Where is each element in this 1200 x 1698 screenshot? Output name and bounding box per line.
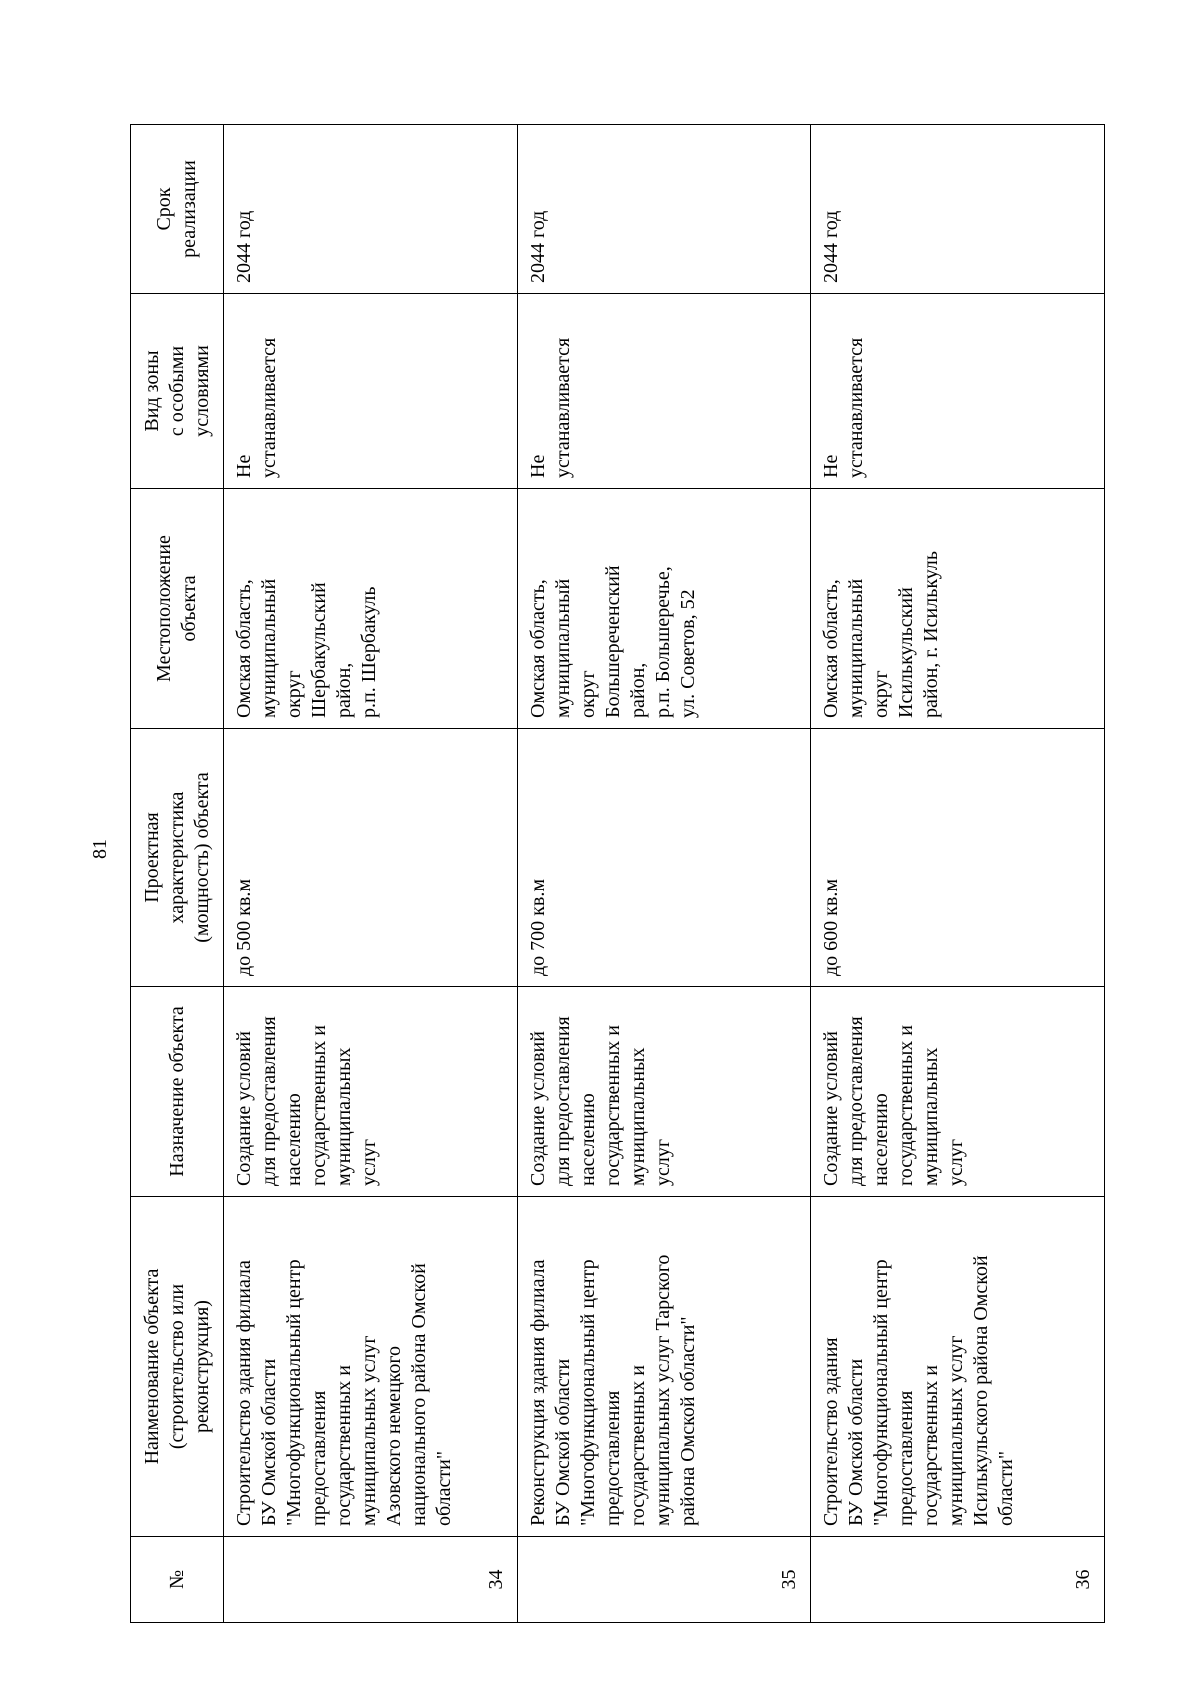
cell-num: 34 (224, 1537, 518, 1623)
cell-name: Строительство здания филиала БУ Омской области "Многофункциональный центр предоставления государственных и муниципальных услуг Азовского немецкого национального района Омской области" (224, 1197, 518, 1537)
cell-num: 35 (517, 1537, 811, 1623)
cell-purpose: Создание условий для предоставления населению государственных и муниципальных услуг (224, 987, 518, 1197)
rotated-table-container (130, 125, 1105, 1623)
header-purpose: Назначение объекта (131, 987, 224, 1197)
cell-term: 2044 год (224, 125, 518, 294)
header-num: № (131, 1537, 224, 1623)
cell-term: 2044 год (517, 125, 811, 294)
cell-capacity: до 500 кв.м (224, 729, 518, 987)
cell-zone: Не устанавливается (811, 294, 1105, 489)
header-zone: Вид зоны с особыми условиями (131, 294, 224, 489)
table-row (517, 125, 811, 1623)
page-number: 81 (89, 839, 111, 859)
cell-term: 2044 год (811, 125, 1105, 294)
table-row (811, 125, 1105, 1623)
header-capacity: Проектная характеристика (мощность) объекта (131, 729, 224, 987)
objects-table (130, 124, 1105, 1623)
table-frame (130, 125, 1105, 1623)
header-location: Местоположение объекта (131, 489, 224, 729)
cell-purpose: Создание условий для предоставления населению государственных и муниципальных услуг (517, 987, 811, 1197)
header-term: Срок реализации (131, 125, 224, 294)
cell-location: Омская область, муниципальный округ Исилькульский район, г. Исилькуль (811, 489, 1105, 729)
cell-location: Омская область, муниципальный округ Шербакульский район, р.п. Шербакуль (224, 489, 518, 729)
cell-zone: Не устанавливается (517, 294, 811, 489)
cell-purpose: Создание условий для предоставления населению государственных и муниципальных услуг (811, 987, 1105, 1197)
cell-num: 36 (811, 1537, 1105, 1623)
cell-zone: Не устанавливается (224, 294, 518, 489)
cell-name: Реконструкция здания филиала БУ Омской области "Многофункциональный центр предоставления государственных и муниципальных услуг Тарского района Омской области" (517, 1197, 811, 1537)
header-name: Наименование объекта (строительство или реконструкция) (131, 1197, 224, 1537)
table-row (224, 125, 518, 1623)
cell-capacity: до 600 кв.м (811, 729, 1105, 987)
cell-capacity: до 700 кв.м (517, 729, 811, 987)
header-row (131, 125, 224, 1623)
cell-name: Строительство здания БУ Омской области "Многофункциональный центр предоставления государственных и муниципальных услуг Исилькульского района Омской области" (811, 1197, 1105, 1537)
cell-location: Омская область, муниципальный округ Большереченский район, р.п. Большеречье, ул. Советов, 52 (517, 489, 811, 729)
